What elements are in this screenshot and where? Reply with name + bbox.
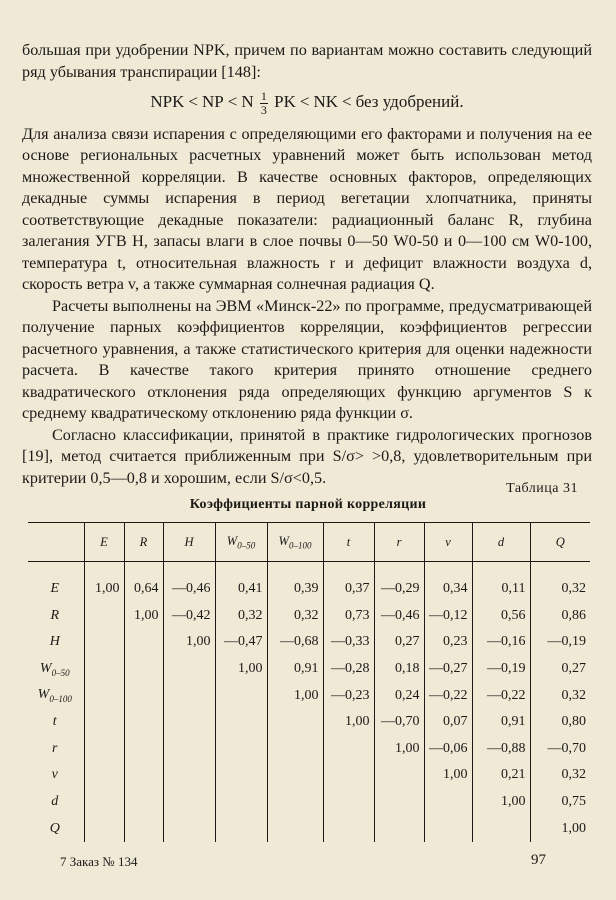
- body-text: [22, 40, 592, 489]
- table-cell: —0,22: [424, 682, 472, 709]
- table-cell: 0,32: [530, 682, 590, 709]
- table-cell: —0,33: [323, 629, 374, 656]
- column-header: t: [323, 523, 374, 562]
- column-header: E: [84, 523, 124, 562]
- table-cell: —0,19: [530, 629, 590, 656]
- formula-nk: NK: [313, 92, 339, 111]
- table-cell: [124, 682, 163, 709]
- table-cell: —0,42: [163, 603, 215, 630]
- formula-fraction: $\frac{1}{3}$: [260, 88, 267, 117]
- table-cell: —0,16: [472, 629, 530, 656]
- table-cell: [163, 762, 215, 789]
- column-header: d: [472, 523, 530, 562]
- table-cell: 0,24: [374, 682, 424, 709]
- table-cell: 1,00: [530, 815, 590, 842]
- column-header: $W_{0-50}$: [215, 523, 267, 562]
- table-cell: 0,91: [472, 709, 530, 736]
- table-cell: 0,64: [124, 576, 163, 603]
- table-cell: [323, 789, 374, 816]
- table-cell: [124, 789, 163, 816]
- paragraph-3: Согласно классификации, принятой в практике гидрологических прогнозов [19], метод считается приближенным при S/σ> >0,8, удовлетворительным при критерии 0,5—0,8 и хорошим, если S/σ<0,5.: [22, 425, 592, 487]
- table-cell: [163, 682, 215, 709]
- table-row: [28, 709, 590, 736]
- table-cell: 0,32: [530, 762, 590, 789]
- table-row: [28, 815, 590, 842]
- table-cell: [124, 656, 163, 683]
- table-cell: [267, 736, 323, 763]
- table-cell: [424, 789, 472, 816]
- formula-np: NP: [202, 92, 224, 111]
- table-number: Таблица 31: [506, 481, 578, 496]
- table-cell: —0,23: [323, 682, 374, 709]
- table-cell: 1,00: [267, 682, 323, 709]
- column-header: $W_{0-100}$: [267, 523, 323, 562]
- table-cell: [84, 603, 124, 630]
- table-cell: —0,88: [472, 736, 530, 763]
- table-row: [28, 762, 590, 789]
- table-cell: —0,22: [472, 682, 530, 709]
- print-order-note: 7 Заказ № 134: [60, 854, 138, 869]
- table-cell: [124, 815, 163, 842]
- table-cell: [84, 736, 124, 763]
- table-cell: [124, 736, 163, 763]
- table-cell: [84, 629, 124, 656]
- table-cell: [215, 789, 267, 816]
- table-cell: [124, 762, 163, 789]
- table-cell: 1,00: [84, 576, 124, 603]
- table-cell: [374, 789, 424, 816]
- table-cell: [374, 815, 424, 842]
- table-cell: —0,47: [215, 629, 267, 656]
- table-cell: [323, 815, 374, 842]
- header-corner: [28, 523, 84, 562]
- table-row: [28, 682, 590, 709]
- table-row: [28, 789, 590, 816]
- page-number: 97: [531, 852, 546, 868]
- table-cell: 0,18: [374, 656, 424, 683]
- table-cell: —0,68: [267, 629, 323, 656]
- column-header: v: [424, 523, 472, 562]
- table-cell: 0,75: [530, 789, 590, 816]
- table-cell: —0,06: [424, 736, 472, 763]
- table-cell: [323, 736, 374, 763]
- row-label: v: [51, 767, 58, 783]
- table-row: [28, 576, 590, 603]
- row-label: E: [50, 581, 60, 597]
- column-header: H: [163, 523, 215, 562]
- row-label: $W_{0-50}$: [39, 660, 70, 678]
- table-cell: [84, 789, 124, 816]
- paragraph-1: Для анализа связи испарения с определяющими его факторами и получения на ее основе региональных расчетных уравнений может быть использован метод множественной корреляции. В качестве основных факторов, определяющих декадные суммы испарения в период вегетации хлопчатника, приняты соответствующие декадные показатели: радиационный баланс R, глубина залегания УГВ H, запасы влаги в слое почвы 0—50 W0-50 и 0—100 см W0-100, температура t, относительная влажность r и дефицит влажности воздуха d, скорость ветра v, а также суммарная солнечная радиация Q.: [22, 124, 592, 294]
- table-cell: [84, 656, 124, 683]
- table-cell: 0,80: [530, 709, 590, 736]
- table-cell: —0,70: [374, 709, 424, 736]
- correlation-table: [28, 522, 590, 842]
- row-label: $W_{0-100}$: [37, 687, 72, 705]
- row-label: H: [49, 634, 60, 650]
- table-cell: [267, 762, 323, 789]
- table-cell: [84, 762, 124, 789]
- table-cell: 0,37: [323, 576, 374, 603]
- formula-npk: NPK: [150, 92, 185, 111]
- table-cell: 0,32: [530, 576, 590, 603]
- table-cell: 0,39: [267, 576, 323, 603]
- formula-n: N: [241, 92, 254, 111]
- table-cell: [323, 762, 374, 789]
- table-cell: 1,00: [124, 603, 163, 630]
- table-cell: [215, 709, 267, 736]
- table-row: [28, 629, 590, 656]
- table-cell: 0,27: [530, 656, 590, 683]
- table-cell: [84, 709, 124, 736]
- table-cell: [84, 682, 124, 709]
- table-cell: [215, 762, 267, 789]
- table-cell: 1,00: [472, 789, 530, 816]
- table-cell: [215, 815, 267, 842]
- formula-no-fertilizer: без удобрений.: [355, 92, 464, 111]
- table-header-row: [28, 523, 590, 562]
- table-body: [28, 562, 590, 842]
- table-cell: 1,00: [323, 709, 374, 736]
- column-header: r: [374, 523, 424, 562]
- row-label: t: [52, 714, 57, 730]
- table-cell: —0,28: [323, 656, 374, 683]
- table-cell: 0,07: [424, 709, 472, 736]
- table-cell: [215, 736, 267, 763]
- table-cell: 0,27: [374, 629, 424, 656]
- transpiration-formula: NPK < NP < N $\frac{1}{3}$ PK < NK < без удобрений.: [150, 88, 464, 117]
- row-label: R: [50, 607, 60, 623]
- table-cell: [163, 736, 215, 763]
- table-cell: 0,32: [215, 603, 267, 630]
- paragraph-2: Расчеты выполнены на ЭВМ «Минск-22» по программе, предусматривающей получение парных коэффициентов корреляции, коэффициентов регрессии расчетного уравнения, а также статистического критерия для оценки надежности расчета. В качестве такого критерия принято отношение среднего квадратического отклонения ряда определяющих функцию аргументов S к среднему квадратическому отклонению ряда функции σ.: [22, 296, 592, 423]
- table-cell: —0,27: [424, 656, 472, 683]
- paragraph-0: большая при удобрении NPK, причем по вариантам можно составить следующий ряд убывания транспирации [148]:: [22, 41, 592, 81]
- row-label: d: [51, 794, 59, 810]
- table-cell: [267, 815, 323, 842]
- table-cell: 0,21: [472, 762, 530, 789]
- formula-pk: PK: [274, 92, 296, 111]
- table-cell: [374, 762, 424, 789]
- table-cell: [84, 815, 124, 842]
- table-title: Коэффициенты парной корреляции: [189, 497, 427, 512]
- table-cell: [124, 709, 163, 736]
- table-cell: —0,46: [374, 603, 424, 630]
- table-row: [28, 656, 590, 683]
- table-cell: 0,73: [323, 603, 374, 630]
- table-cell: 0,56: [472, 603, 530, 630]
- table-cell: —0,46: [163, 576, 215, 603]
- table-cell: [267, 789, 323, 816]
- table-cell: [163, 815, 215, 842]
- table-cell: 1,00: [215, 656, 267, 683]
- table-cell: 0,34: [424, 576, 472, 603]
- table-cell: 0,32: [267, 603, 323, 630]
- table-cell: 0,86: [530, 603, 590, 630]
- table-cell: [163, 656, 215, 683]
- table-cell: 1,00: [424, 762, 472, 789]
- table-cell: —0,12: [424, 603, 472, 630]
- table-row: [28, 736, 590, 763]
- table-cell: [215, 682, 267, 709]
- table-cell: —0,70: [530, 736, 590, 763]
- row-label: Q: [49, 820, 60, 836]
- table-cell: —0,29: [374, 576, 424, 603]
- row-label: r: [52, 740, 58, 756]
- table-cell: 0,11: [472, 576, 530, 603]
- table-cell: 0,23: [424, 629, 472, 656]
- table-cell: [472, 815, 530, 842]
- table-cell: [424, 815, 472, 842]
- table-cell: [267, 709, 323, 736]
- table-cell: [124, 629, 163, 656]
- column-header: R: [124, 523, 163, 562]
- table-cell: 0,41: [215, 576, 267, 603]
- table-cell: —0,19: [472, 656, 530, 683]
- table-row: [28, 603, 590, 630]
- table-cell: [163, 709, 215, 736]
- table-cell: 1,00: [374, 736, 424, 763]
- table-cell: [163, 789, 215, 816]
- table-cell: 0,91: [267, 656, 323, 683]
- table-cell: 1,00: [163, 629, 215, 656]
- column-header: Q: [530, 523, 590, 562]
